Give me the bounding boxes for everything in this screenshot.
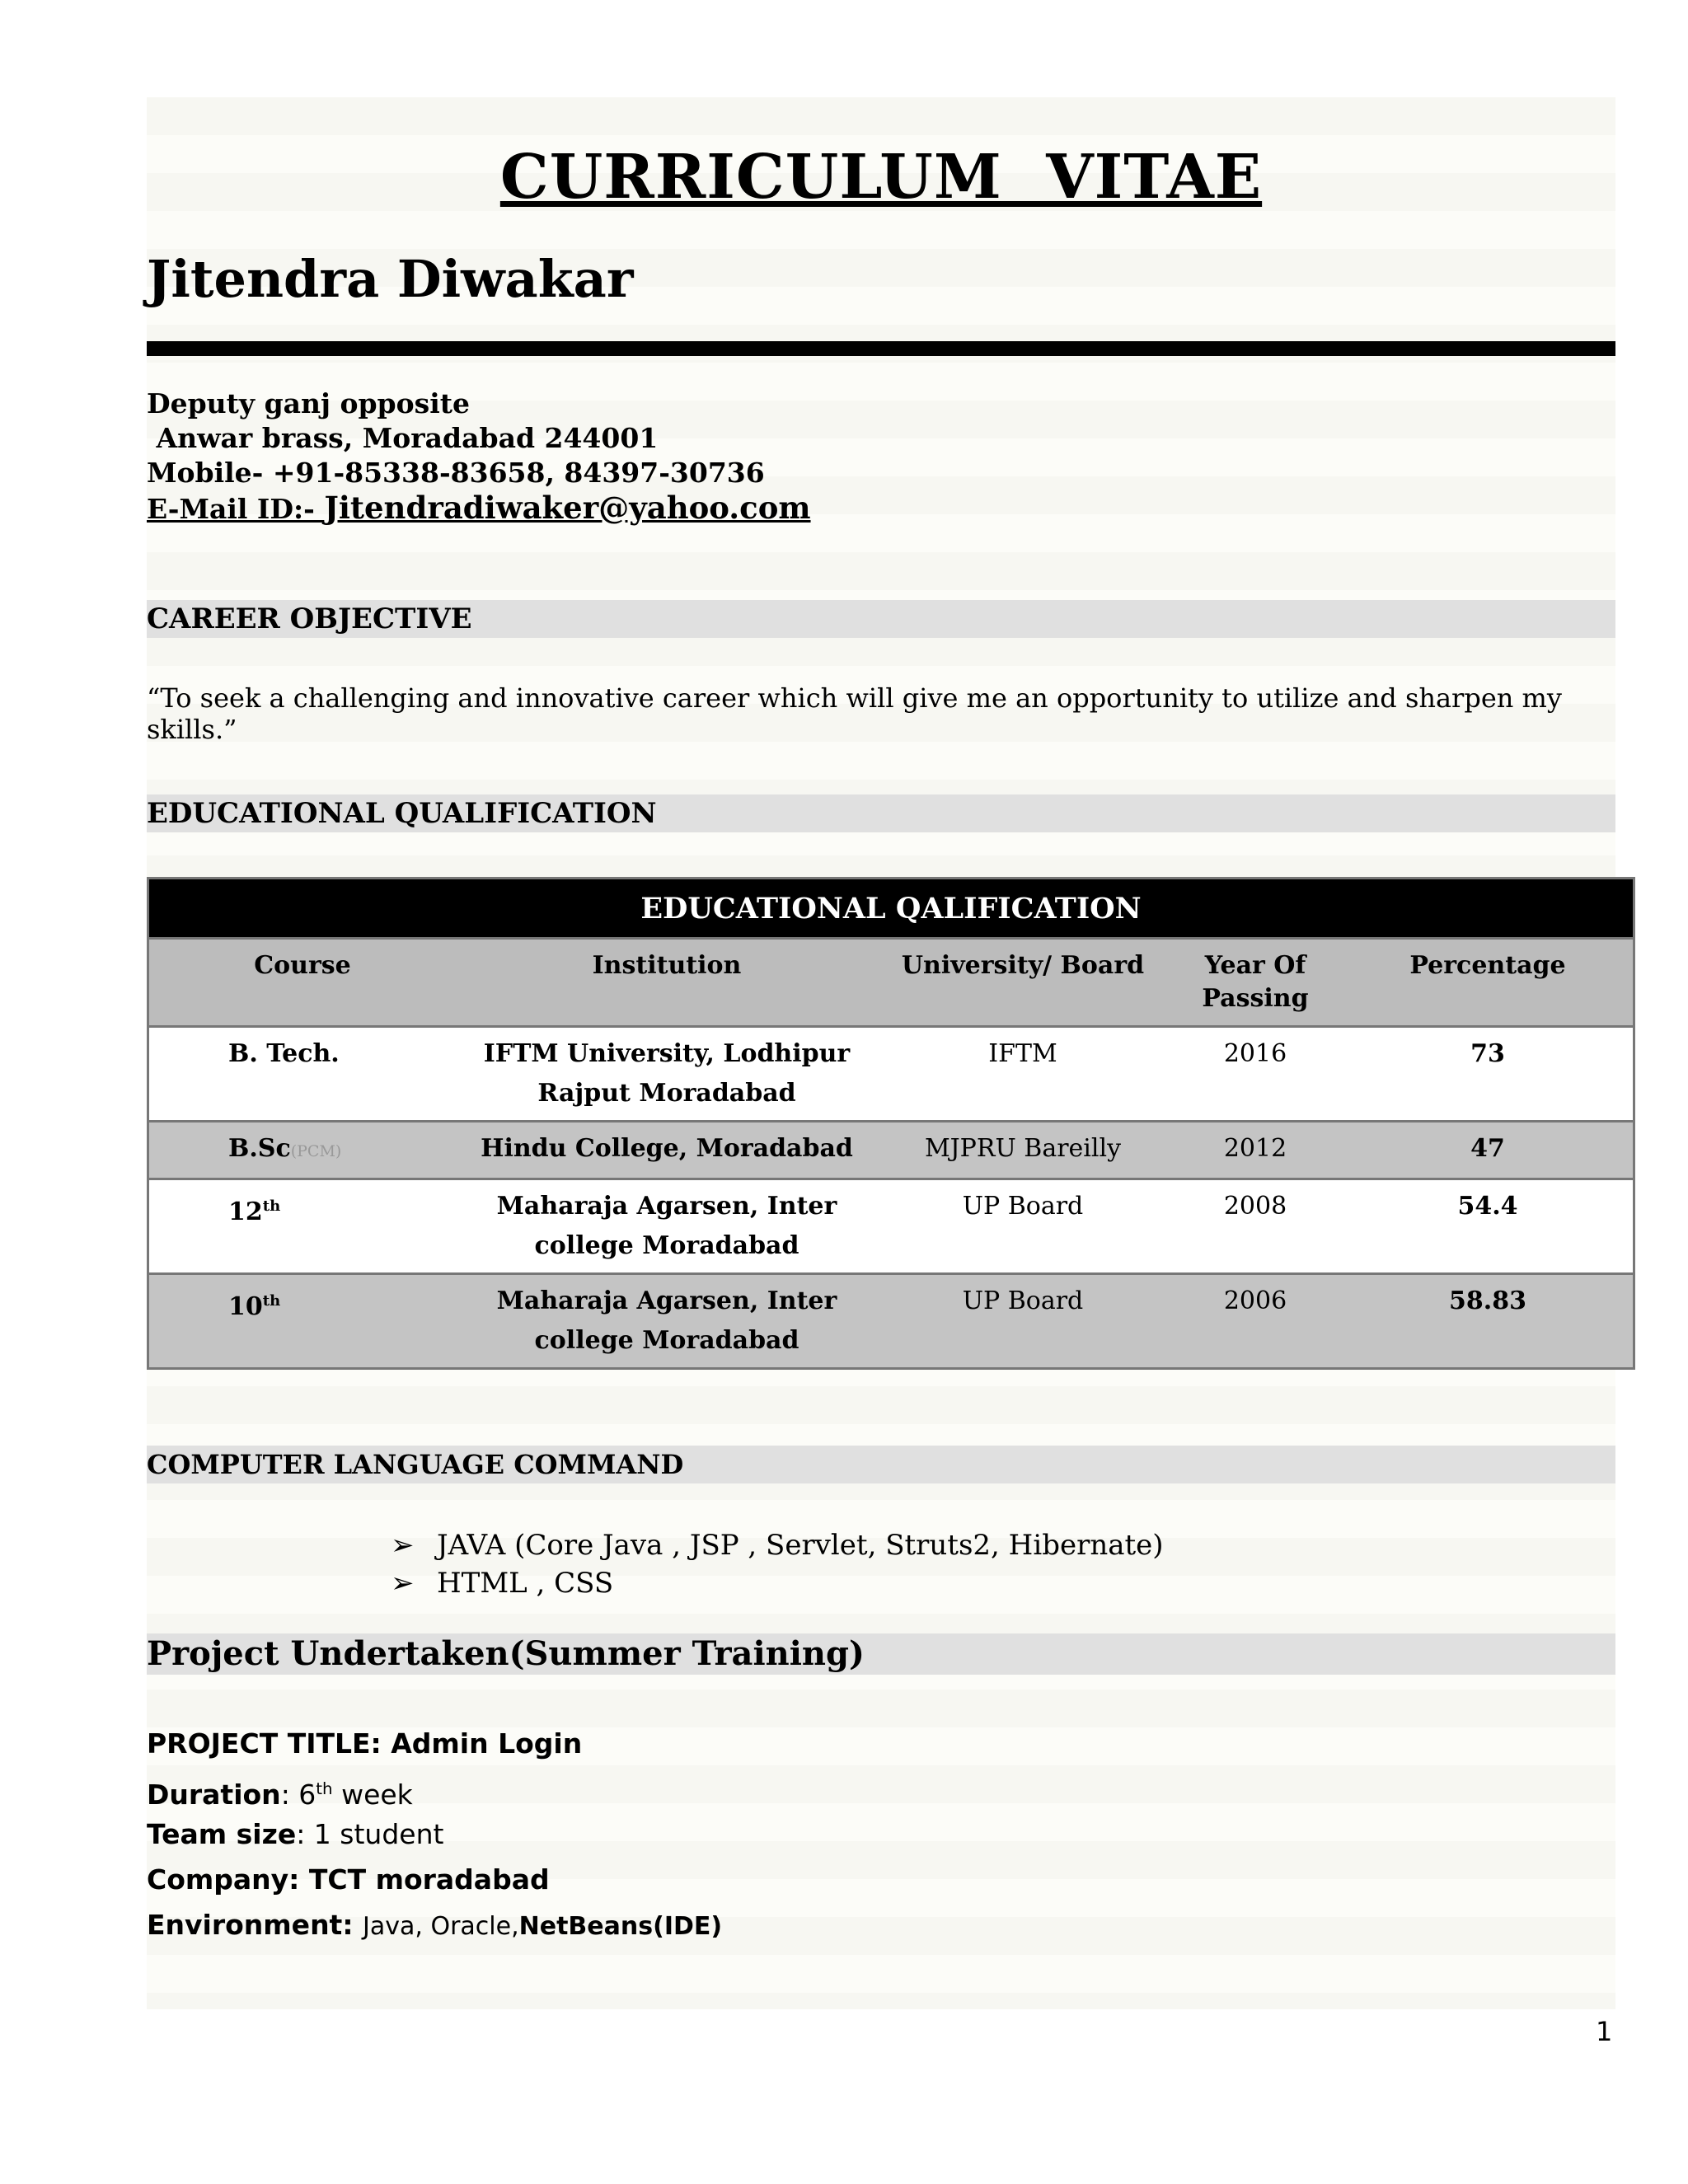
- section-heading-education: EDUCATIONAL QUALIFICATION: [147, 794, 1615, 832]
- team-size-label: Team size: [147, 1818, 297, 1850]
- year-cell: 2008: [1168, 1179, 1343, 1274]
- mobile-number: Mobile- +91-85338-83658, 84397-30736: [147, 457, 765, 489]
- course-cell: 10th: [148, 1274, 457, 1369]
- project-team-row: [147, 1818, 443, 1851]
- email-row: [147, 491, 811, 526]
- project-company-row: [147, 1863, 550, 1896]
- education-table: [147, 877, 1635, 1370]
- column-header-institution: Institution: [456, 939, 878, 1027]
- duration-label: Duration: [147, 1779, 281, 1811]
- section-heading-career-objective: CAREER OBJECTIVE: [147, 600, 1615, 638]
- project-title-label: PROJECT TITLE:: [147, 1727, 392, 1760]
- column-header-board: University/ Board: [878, 939, 1168, 1027]
- year-cell: 2006: [1168, 1274, 1343, 1369]
- percentage-cell: 58.83: [1343, 1274, 1634, 1369]
- company-value: TCT moradabad: [308, 1863, 550, 1896]
- course-cell: B.Sc(PCM): [148, 1122, 457, 1179]
- list-item: [391, 1526, 1164, 1564]
- column-header-year: Year Of Passing: [1168, 939, 1343, 1027]
- institution-cell: Maharaja Agarsen, Inter college Moradabad: [456, 1274, 878, 1369]
- company-label: Company:: [147, 1863, 309, 1896]
- education-table-caption: EDUCATIONAL QALIFICATION: [148, 879, 1634, 939]
- column-header-percentage: Percentage: [1343, 939, 1634, 1027]
- email-link[interactable]: Jitendradiwaker@yahoo.com: [324, 490, 811, 526]
- board-cell: UP Board: [878, 1179, 1168, 1274]
- candidate-name: Jitendra Diwakar: [147, 249, 634, 309]
- project-title-value: Admin Login: [391, 1727, 583, 1760]
- section-heading-computer-languages: COMPUTER LANGUAGE COMMAND: [147, 1446, 1615, 1483]
- board-cell: UP Board: [878, 1274, 1168, 1369]
- board-cell: MJPRU Bareilly: [878, 1122, 1168, 1179]
- institution-cell: IFTM University, Lodhipur Rajput Moradabad: [456, 1027, 878, 1122]
- course-cell: 12th: [148, 1179, 457, 1274]
- arrow-bullet-icon: ➢: [391, 1567, 415, 1600]
- address-line-1: Deputy ganj opposite: [147, 387, 470, 419]
- course-cell: B. Tech.: [148, 1027, 457, 1122]
- document-title: CURRICULUM VITAE: [499, 142, 1263, 213]
- table-row: [148, 1027, 1634, 1122]
- environment-label: Environment:: [147, 1909, 363, 1941]
- page-number: 1: [1596, 2016, 1613, 2047]
- institution-cell: Hindu College, Moradabad: [456, 1122, 878, 1179]
- environment-value: Java, Oracle,: [363, 1912, 519, 1941]
- project-environment-row: [147, 1909, 722, 1943]
- career-objective-text: “To seek a challenging and innovative career which will give me an opportunity to utilize and sharpen my skills.”: [147, 682, 1562, 745]
- language-item-java: JAVA (Core Java , JSP , Servlet, Struts2, Hibernate): [437, 1529, 1164, 1562]
- table-row: [148, 1179, 1634, 1274]
- email-label: E-Mail ID:-: [147, 493, 325, 525]
- percentage-cell: 54.4: [1343, 1179, 1634, 1274]
- project-title-row: [147, 1727, 582, 1760]
- education-table-header: [148, 939, 1634, 1027]
- course-superscript: th: [262, 1292, 281, 1310]
- section-heading-project: Project Undertaken(Summer Training): [147, 1633, 1615, 1675]
- year-cell: 2016: [1168, 1027, 1343, 1122]
- table-row: [148, 1122, 1634, 1179]
- course-superscript: th: [262, 1197, 281, 1215]
- percentage-cell: 47: [1343, 1122, 1634, 1179]
- board-cell: IFTM: [878, 1027, 1168, 1122]
- language-list: [391, 1526, 1164, 1602]
- environment-ide: NetBeans(IDE): [518, 1912, 723, 1941]
- percentage-cell: 73: [1343, 1027, 1634, 1122]
- arrow-bullet-icon: ➢: [391, 1529, 415, 1562]
- team-size-value: : 1 student: [296, 1818, 444, 1850]
- project-duration-row: Duration: 6th week: [147, 1779, 413, 1811]
- institution-cell: Maharaja Agarsen, Inter college Moradabad: [456, 1179, 878, 1274]
- address-line-2: Anwar brass, Moradabad 244001: [147, 422, 659, 454]
- course-stream-note: (PCM): [290, 1142, 342, 1160]
- table-row: [148, 1274, 1634, 1369]
- resume-page: [147, 0, 1615, 2184]
- list-item: [391, 1564, 1164, 1602]
- header-divider: [147, 341, 1615, 356]
- year-cell: 2012: [1168, 1122, 1343, 1179]
- column-header-course: Course: [148, 939, 457, 1027]
- language-item-web: HTML , CSS: [437, 1567, 614, 1600]
